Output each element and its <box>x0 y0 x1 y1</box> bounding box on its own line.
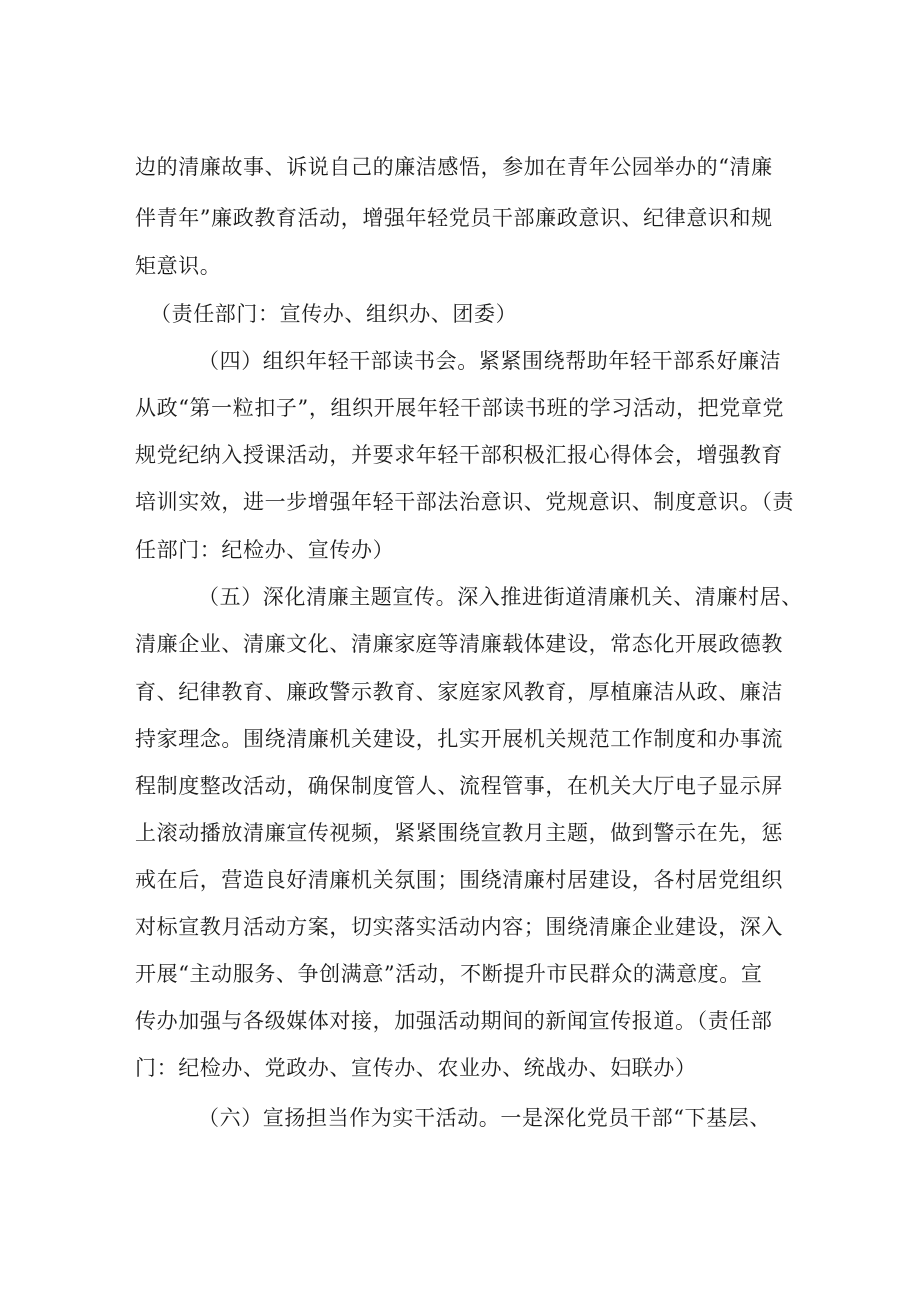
text-line-8: 培训实效，进一步增强年轻干部法治意识、党规意识、制度意识。（责 <box>135 490 795 514</box>
section-five-heading: （五）深化清廉主题宣传。深入推进街道清廉机关、清廉村居、 <box>198 585 803 609</box>
text-line-15: 上滚动播放清廉宣传视频，紧紧围绕宣教月主题，做到警示在先，惩 <box>135 821 783 845</box>
text-line-17: 对标宣教月活动方案，切实落实活动内容；围绕清廉企业建设，深入 <box>135 915 783 939</box>
text-line-2: 伴青年”廉政教育活动，增强年轻党员干部廉政意识、纪律意识和规 <box>135 206 773 230</box>
section-four-heading: （四）组织年轻干部读书会。紧紧围绕帮助年轻干部系好廉洁 <box>198 349 782 373</box>
text-line-9: 任部门：纪检办、宣传办） <box>135 538 395 562</box>
text-line-6: 从政“第一粒扣子”，组织开展年轻干部读书班的学习活动，把党章党 <box>135 396 785 420</box>
text-line-7: 规党纪纳入授课活动，并要求年轻干部积极汇报心得体会，增强教育 <box>135 443 783 467</box>
text-line-14: 程制度整改活动，确保制度管人、流程管事，在机关大厅电子显示屏 <box>135 774 783 798</box>
text-line-20: 门：纪检办、党政办、宣传办、农业办、统战办、妇联办） <box>135 1056 697 1080</box>
text-line-3: 矩意识。 <box>135 254 222 278</box>
text-line-1: 边的清廉故事、诉说自己的廉洁感悟，参加在青年公园举办的“清廉 <box>135 155 773 179</box>
text-line-12: 育、纪律教育、廉政警示教育、家庭家风教育，厚植廉洁从政、廉洁 <box>135 680 783 704</box>
section-six-heading: （六）宣扬担当作为实干活动。一是深化党员干部“下基层、 <box>198 1106 771 1130</box>
text-line-18: 开展“主动服务、争创满意”活动，不断提升市民群众的满意度。宣 <box>135 962 763 986</box>
text-line-16: 戒在后，营造良好清廉机关氛围；围绕清廉村居建设，各村居党组织 <box>135 868 783 892</box>
text-line-13: 持家理念。围绕清廉机关建设，扎实开展机关规范工作制度和办事流 <box>135 727 783 751</box>
responsibility-note: （责任部门：宣传办、组织办、团委） <box>150 302 518 326</box>
text-line-19: 传办加强与各级媒体对接，加强活动期间的新闻宣传报道。（责任部 <box>135 1009 773 1033</box>
text-line-11: 清廉企业、清廉文化、清廉家庭等清廉载体建设，常态化开展政德教 <box>135 632 783 656</box>
